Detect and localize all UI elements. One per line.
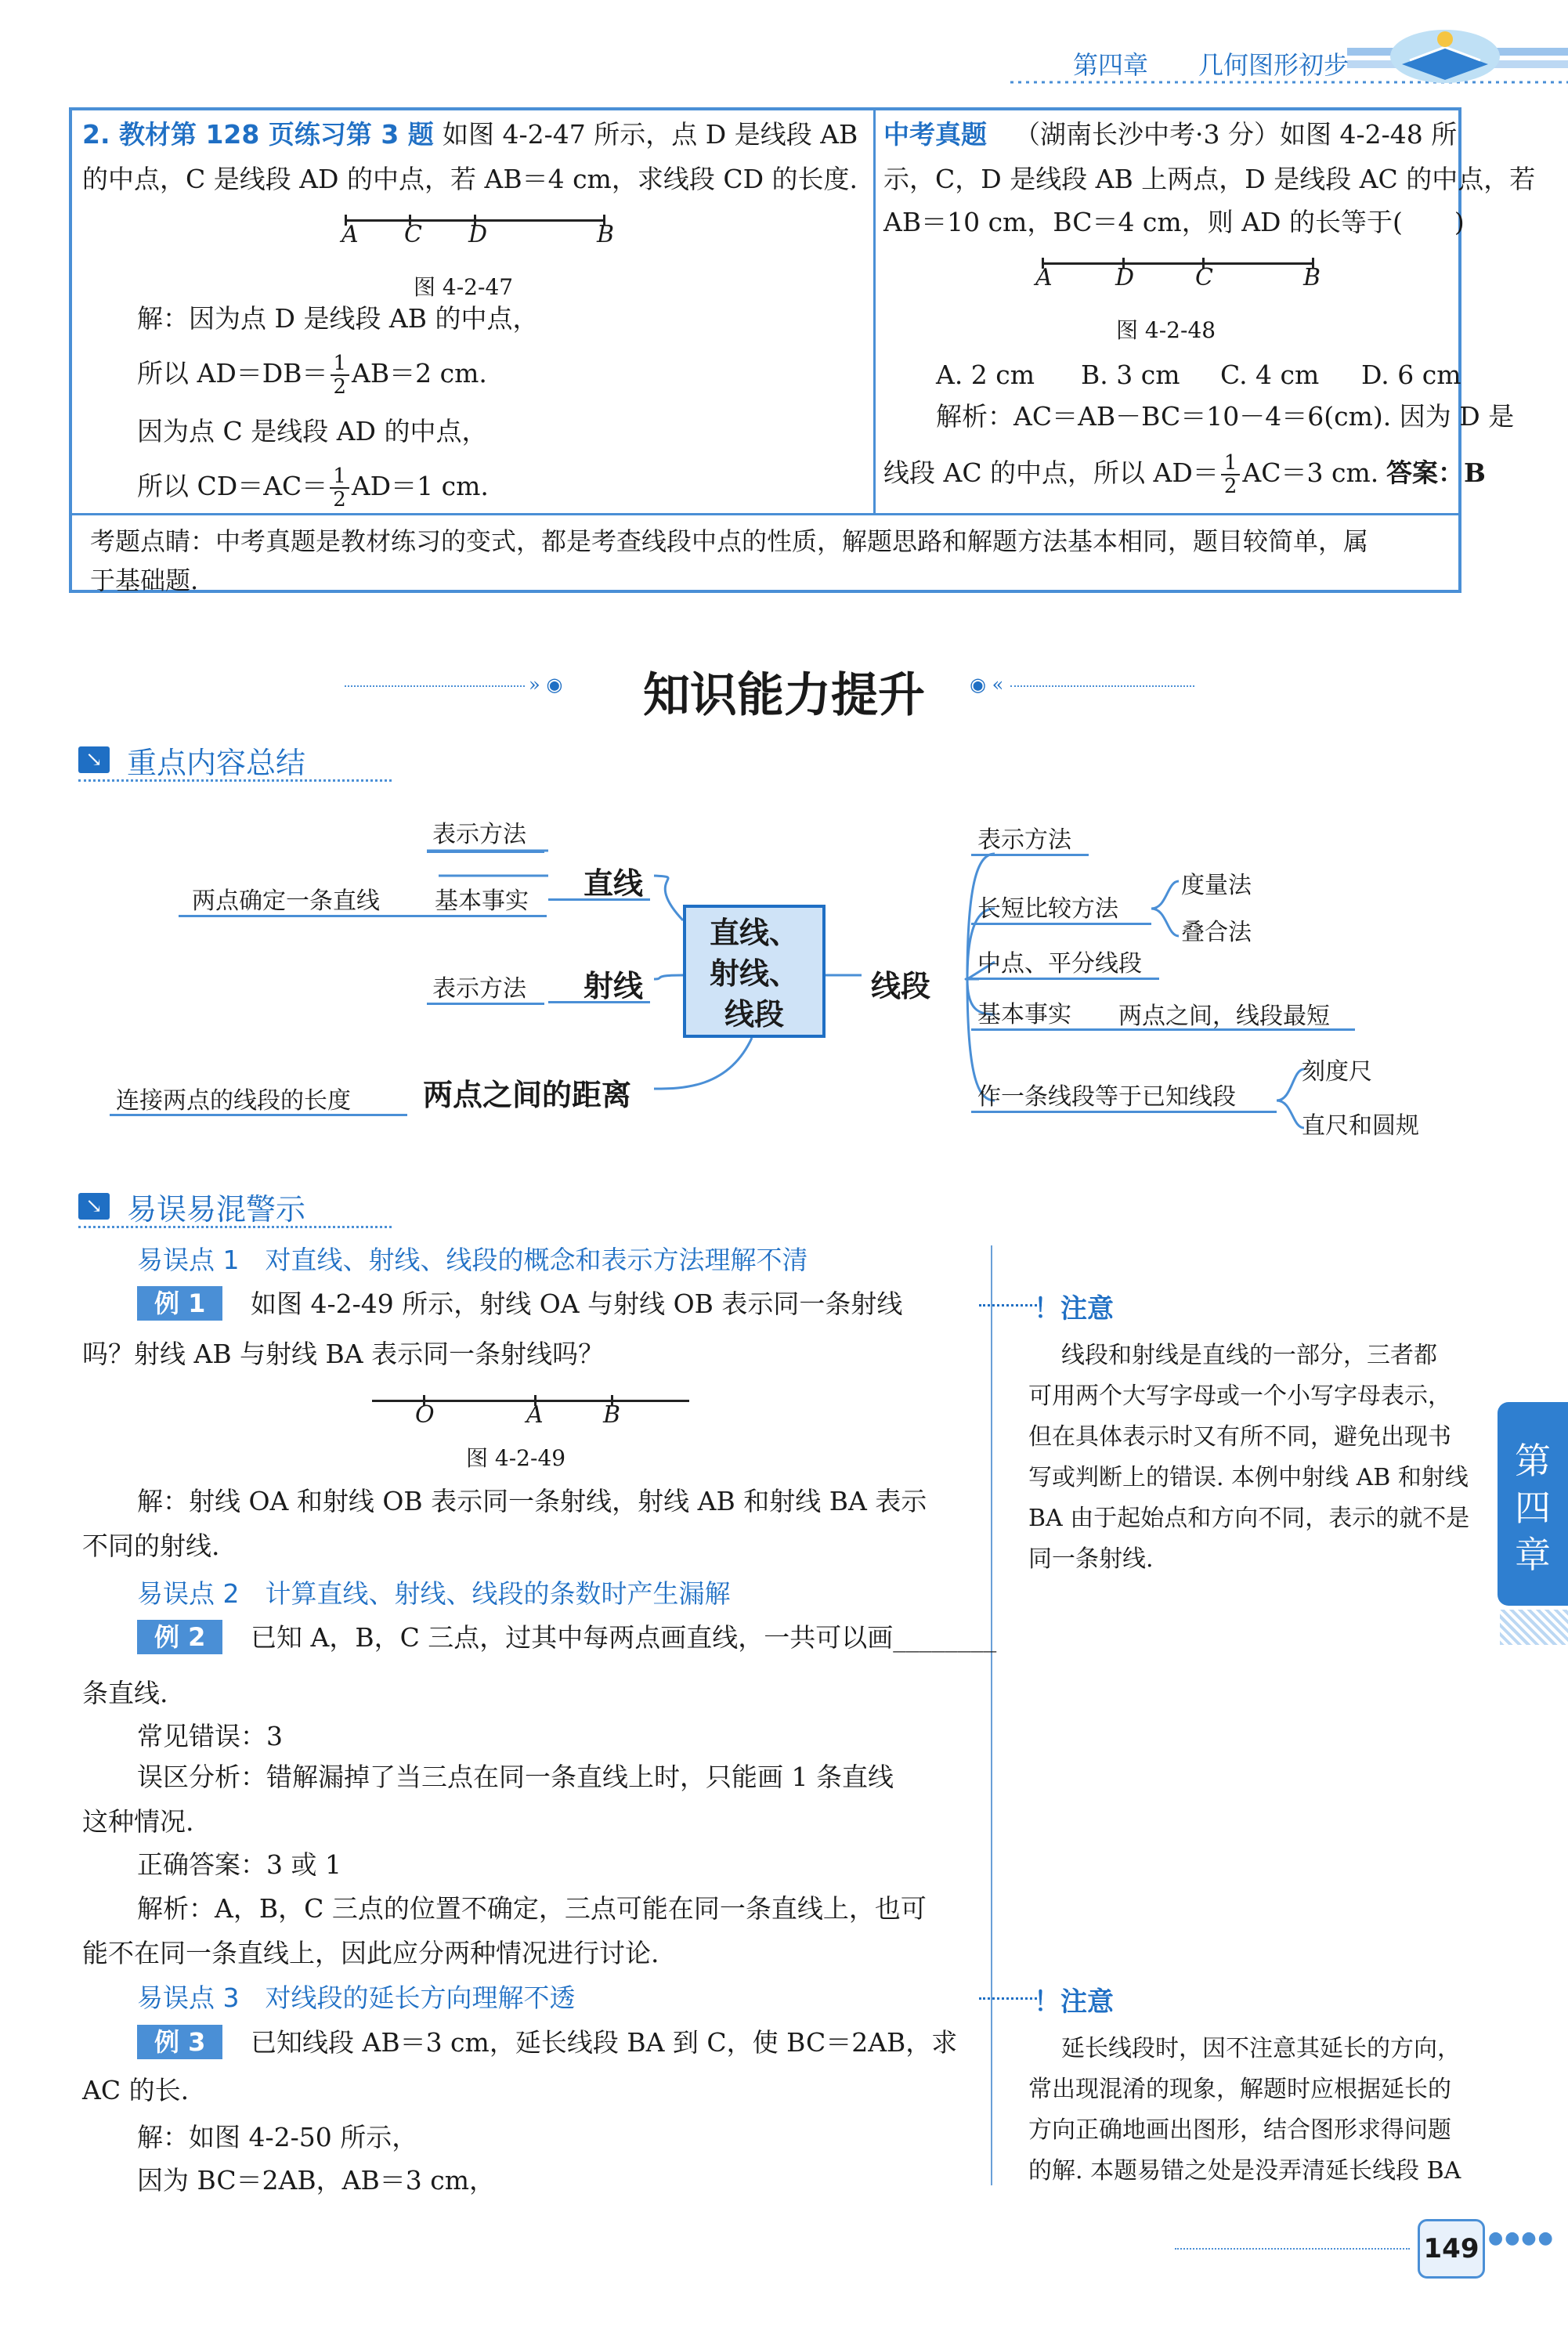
segment-rep: 表示方法 [977,826,1071,854]
summary-heading-underline [78,779,392,782]
point-label: A [341,221,359,248]
figure-caption: 图 4-2-48 [1116,317,1216,343]
option-b: B. 3 cm [1081,360,1180,390]
distance-detail: 连接两点的线段的长度 [116,1087,351,1115]
key-point-divider [72,513,1459,515]
header-section: 几何图形初步 [1198,50,1349,80]
option-a: A. 2 cm [936,360,1035,390]
example-1-badge: 例 1 [137,1286,222,1321]
example-2-badge: 例 2 [137,1620,222,1654]
fraction-half: $\frac{1}{2}$ [331,352,350,398]
exam-question-line2: 示，C，D 是线段 AB 上两点，D 是线段 AC 的中点，若 [883,164,1536,194]
figure-caption: 图 4-2-49 [466,1445,566,1471]
exam-analysis-line1: 解析：AC＝AB－BC＝10－4＝6(cm). 因为 D 是 [936,401,1515,432]
line-rep: 表示方法 [432,821,526,848]
option-d: D. 6 cm [1361,360,1461,390]
note-2-body: 延长线段时，因不注意其延长的方向， 常出现混淆的现象，解题时应根据延长的 方向正确地画出图形，结合图形求得问题 的解. 本题易错之处是没弄清延长线段 BA [1028,2035,1461,2185]
textbook-solution-line4: 所以 CD＝AC＝ $\frac{1}{2}$ AD＝1 cm. [137,464,489,511]
example-2-line1: 已知 A，B，C 三点，过其中每两点画直线，一共可以画________ [251,1622,997,1653]
textbook-solution-line3: 因为点 C 是线段 AD 的中点， [137,416,488,446]
segment-compare-underline [971,923,1151,925]
point-label: B [603,1401,621,1429]
segment-midpoint: 中点、平分线段 [977,950,1142,978]
note-1-title: ！注意 [1034,1293,1114,1325]
arrow-icon: ↘ [78,1193,110,1220]
segment-midpoint-underline [971,978,1159,980]
header-chapter: 第四章 [1073,50,1149,80]
key-point-line2: 于基础题. [90,566,199,595]
note-1-leader [979,1304,1042,1307]
mind-map-center [683,905,826,1038]
note-2-leader [979,1997,1042,2000]
construct-tool-ruler: 刻度尺 [1302,1058,1372,1086]
line-rep-underline [427,851,544,853]
footer-dots-icon: ●●●● [1488,2228,1555,2248]
example-2-line2: 条直线. [82,1678,168,1708]
note-2-title: ！注意 [1034,1986,1114,2018]
figure-caption: 图 4-2-47 [414,274,514,300]
compare-method-measure: 度量法 [1181,872,1252,899]
segment-fact-underline [971,1028,1355,1031]
arrow-icon: ↘ [78,746,110,773]
exam-answer: 答案：B [1386,457,1486,488]
title-deco-left-icon: » ◉ [529,674,563,696]
compare-method-overlap: 叠合法 [1181,919,1252,946]
problem-box-divider [873,110,876,513]
textbook-problem-title: 2. 教材第 128 页练习第 3 题 [82,119,434,150]
example-3-badge: 例 3 [137,2025,222,2059]
key-point-line1: 考题点睛：中考真题是教材练习的变式，都是考查线段中点的性质，解题思路和解题方法基本相同，题目较简单，属 [90,526,1369,556]
center-line-1: 直线、 [709,916,799,950]
example-1-solution-line2: 不同的射线. [82,1531,220,1561]
mistake-2-title: 易误点 2 计算直线、射线、线段的条数时产生漏解 [137,1578,731,1609]
point-label: A [526,1401,544,1429]
fraction-half: $\frac{1}{2}$ [1221,452,1241,497]
segment-construct: 作一条线段等于已知线段 [977,1083,1236,1111]
point-label: O [415,1401,435,1429]
chapter-tab-char: 章 [1515,1534,1551,1576]
example-1-line2: 吗？射线 AB 与射线 BA 表示同一条射线吗？ [82,1339,605,1369]
center-line-2: 射线、 [709,956,799,991]
distance-detail-underline [110,1114,407,1116]
figure-4-2-48-segment [1042,262,1312,265]
point-label: D [1115,264,1135,291]
note-1-body: 线段和射线是直线的一部分，三者都 可用两个大写字母或一个小写字母表示， 但在具体表示时又有所不同，避免出现书 写或判断上的错误. 本例中射线 AB 和射线 BA 由于起始点和方向不同，表示的就不是 同一条射线. [1028,1342,1470,1573]
line-fact-detail: 两点确定一条直线 [192,887,380,915]
example-3-solution-line2: 因为 BC＝2AB，AB＝3 cm， [137,2165,496,2196]
node-distance: 两点之间的距离 [423,1078,632,1112]
node-segment: 线段 [871,969,931,1003]
point-label: B [597,221,615,248]
textbook-solution-line2: 所以 AD＝DB＝ $\frac{1}{2}$ AB＝2 cm. [137,352,487,399]
page-number: 149 [1418,2219,1485,2279]
segment-compare: 长短比较方法 [977,895,1118,923]
footer-line [1175,2248,1410,2250]
segment-rep-underline [971,854,1089,856]
title-deco-right-icon: ◉ « [970,674,1004,696]
example-2-analysis-line2: 能不在同一条直线上，因此应分两种情况进行讨论. [82,1938,659,1968]
textbook-solution-line1: 解：因为点 D 是线段 AB 的中点， [137,303,539,334]
example-2-common-error: 常见错误：3 [137,1721,283,1751]
mistake-1-title: 易误点 1 对直线、射线、线段的概念和表示方法理解不清 [137,1245,808,1275]
side-note-rule [991,1245,992,2185]
example-2-error-analysis-line2: 这种情况. [82,1806,194,1837]
chapter-tab-char: 四 [1515,1487,1551,1529]
exam-question-line1: （湖南长沙中考·3 分）如图 4-2-48 所 [1014,119,1458,150]
point-label: C [404,221,422,248]
node-ray-underline [548,1001,650,1003]
line-fact-underline [179,915,547,917]
mistakes-heading-underline [78,1226,392,1228]
example-2-error-analysis-line1: 误区分析：错解漏掉了当三点在同一条直线上时，只能画 1 条直线 [137,1762,894,1792]
node-line-underline [548,898,650,901]
option-c: C. 4 cm [1220,360,1320,390]
center-line-3: 线段 [724,997,784,1032]
example-3-line1: 已知线段 AB＝3 cm，延长线段 BA 到 C，使 BC＝2AB，求 [251,2027,958,2058]
book-icon [1386,17,1504,91]
example-2-correct-answer: 正确答案：3 或 1 [137,1849,341,1880]
point-label: C [1195,264,1213,291]
exam-question-line3: AB＝10 cm，BC＝4 cm，则 AD 的长等于( ) [883,207,1465,237]
fraction-half: $\frac{1}{2}$ [330,465,349,511]
construct-tool-compass: 直尺和圆规 [1302,1112,1419,1140]
ray-rep-underline [427,1003,544,1005]
point-label: A [1035,264,1053,291]
example-3-solution-line1: 解：如图 4-2-50 所示， [137,2122,418,2152]
segment-construct-underline [971,1111,1277,1113]
chapter-tab-char: 第 [1515,1440,1551,1482]
chapter-tab [1498,1402,1568,1606]
summary-heading: 重点内容总结 [127,746,306,780]
section-title: 知识能力提升 [643,668,925,723]
textbook-question-line2: 的中点，C 是线段 AD 的中点，若 AB＝4 cm，求线段 CD 的长度. [82,164,858,194]
line-fact: 基本事实 [435,887,529,915]
example-3-line2: AC 的长. [82,2075,190,2105]
chapter-tab-stripes [1500,1610,1568,1645]
ray-rep: 表示方法 [432,975,526,1003]
example-2-analysis-line1: 解析：A，B，C 三点的位置不确定，三点可能在同一条直线上，也可 [137,1893,927,1924]
textbook-question-line1: 如图 4-2-47 所示，点 D 是线段 AB [443,119,858,150]
point-label: B [1303,264,1321,291]
node-ray: 射线 [583,969,644,1003]
point-label: D [468,221,488,248]
example-1-line1: 如图 4-2-49 所示，射线 OA 与射线 OB 表示同一条射线 [251,1288,903,1319]
example-1-solution-line1: 解：射线 OA 和射线 OB 表示同一条射线，射线 AB 和射线 BA 表示 [137,1486,927,1516]
segment-fact-detail: 两点之间，线段最短 [1118,1003,1330,1030]
exam-problem-label: 中考真题 [883,119,987,150]
exam-analysis-line2: 线段 AC 的中点，所以 AD＝ $\frac{1}{2}$ AC＝3 cm. [883,451,1379,498]
mistakes-heading: 易误易混警示 [127,1192,306,1227]
node-line: 直线 [583,866,644,901]
mistake-3-title: 易误点 3 对线段的延长方向理解不透 [137,1982,576,2013]
segment-fact: 基本事实 [977,1001,1071,1028]
